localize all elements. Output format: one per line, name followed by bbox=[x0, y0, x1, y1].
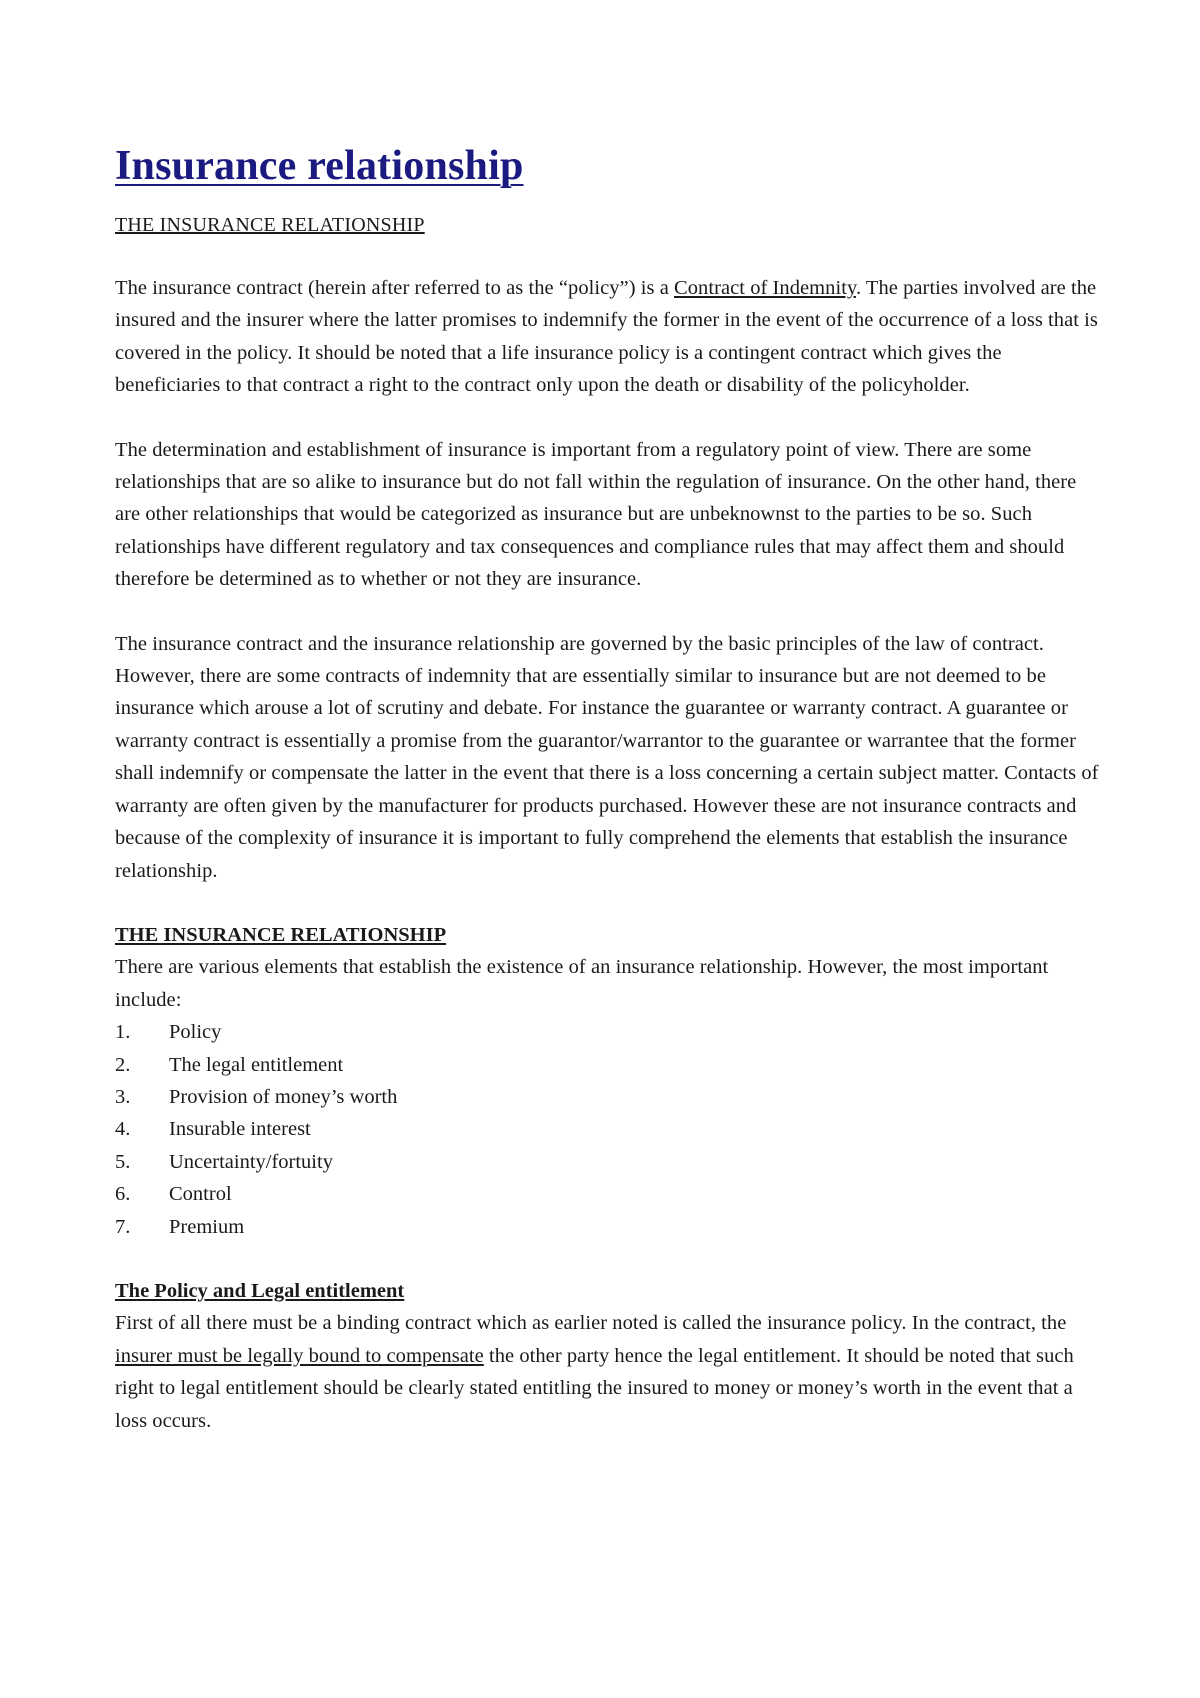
section-heading-insurance-relationship: THE INSURANCE RELATIONSHIP bbox=[115, 923, 447, 946]
paragraph-1-start: The insurance contract (herein after referred to as the “policy”) is a bbox=[115, 277, 675, 299]
document-subtitle: THE INSURANCE RELATIONSHIP bbox=[115, 214, 425, 236]
list-item bbox=[115, 1113, 1100, 1145]
section-1-intro: There are various elements that establish the existence of an insurance relationship. However, the most important include: bbox=[115, 956, 1049, 1011]
list-item bbox=[115, 1049, 1100, 1081]
list-item-number: 6. bbox=[115, 1183, 131, 1206]
list-item-text: The legal entitlement bbox=[169, 1053, 344, 1076]
list-item bbox=[115, 1081, 1100, 1113]
list-item bbox=[115, 1016, 1100, 1048]
list-item-text: Provision of money’s worth bbox=[169, 1085, 398, 1108]
list-item bbox=[115, 1146, 1100, 1178]
list-item-number: 3. bbox=[115, 1085, 131, 1108]
list-item-text: Control bbox=[169, 1183, 232, 1206]
paragraph-1 bbox=[115, 272, 1100, 402]
list-item bbox=[115, 1211, 1100, 1243]
contract-of-indemnity-link[interactable]: Contract of Indemnity bbox=[674, 277, 856, 299]
list-item bbox=[115, 1178, 1100, 1210]
list-item-text: Insurable interest bbox=[169, 1118, 311, 1141]
paragraph-2: The determination and establishment of insurance is important from a regulatory point of view. There are some relationships that are so alike to insurance but do not fall within the regulation of insurance. On the other hand, there are other relationships that would be categorized as insurance but are unbeknownst to the parties to be so. Such relationships have different regulatory and tax consequences and compliance rules that may affect them and should therefore be determined as to whether or not they are insurance. bbox=[115, 438, 1077, 591]
list-item-number: 4. bbox=[115, 1118, 131, 1141]
list-item-text: Uncertainty/fortuity bbox=[169, 1150, 333, 1173]
list-item-text: Premium bbox=[169, 1215, 245, 1238]
section-heading-policy-legal-entitlement: The Policy and Legal entitlement bbox=[115, 1279, 405, 1302]
document-page bbox=[115, 140, 1100, 1437]
list-item-number: 5. bbox=[115, 1150, 131, 1173]
section-2-start: First of all there must be a binding contract which as earlier noted is called the insurance policy. In the contract, the bbox=[115, 1312, 1067, 1335]
list-item-text: Policy bbox=[169, 1021, 222, 1044]
document-title: Insurance relationship bbox=[115, 143, 524, 189]
paragraph-3: The insurance contract and the insurance relationship are governed by the basic principles of the law of contract. However, there are some contracts of indemnity that are essentially similar to insurance but are not deemed to be insurance which arouse a lot of scrutiny and debate. For instance the guarantee or warranty contract. A guarantee or warranty contract is essentially a promise from the guarantor/warrantor to the guarantee or warrantee that the former shall indemnify or compensate the latter in the event that there is a loss concerning a certain subject matter. Contacts of warranty are often given by the manufacturer for products purchased. However these are not insurance contracts and because of the complexity of insurance it is important to fully comprehend the elements that establish the insurance relationship. bbox=[115, 632, 1099, 882]
list-item-number: 2. bbox=[115, 1053, 131, 1076]
paragraph-1-end: . The parties involved are the insured and the insurer where the latter promises to indemnify the former in the event of the occurrence of a loss that is covered in the policy. It should be noted that a life insurance policy is a contingent contract which gives the beneficiaries to that contract a right to the contract only upon the death or disability of the policyholder. bbox=[115, 277, 1098, 397]
list-item-number: 7. bbox=[115, 1215, 131, 1238]
elements-list bbox=[115, 1016, 1100, 1243]
section-2-paragraph bbox=[115, 1307, 1100, 1437]
list-item-number: 1. bbox=[115, 1021, 131, 1044]
section-2-underlined-phrase: insurer must be legally bound to compensate bbox=[115, 1344, 484, 1367]
section-2-end: the other party hence the legal entitlement. It should be noted that such right to legal entitlement should be clearly stated entitling the insured to money or money’s worth in the event that a loss occurs. bbox=[115, 1344, 1074, 1432]
